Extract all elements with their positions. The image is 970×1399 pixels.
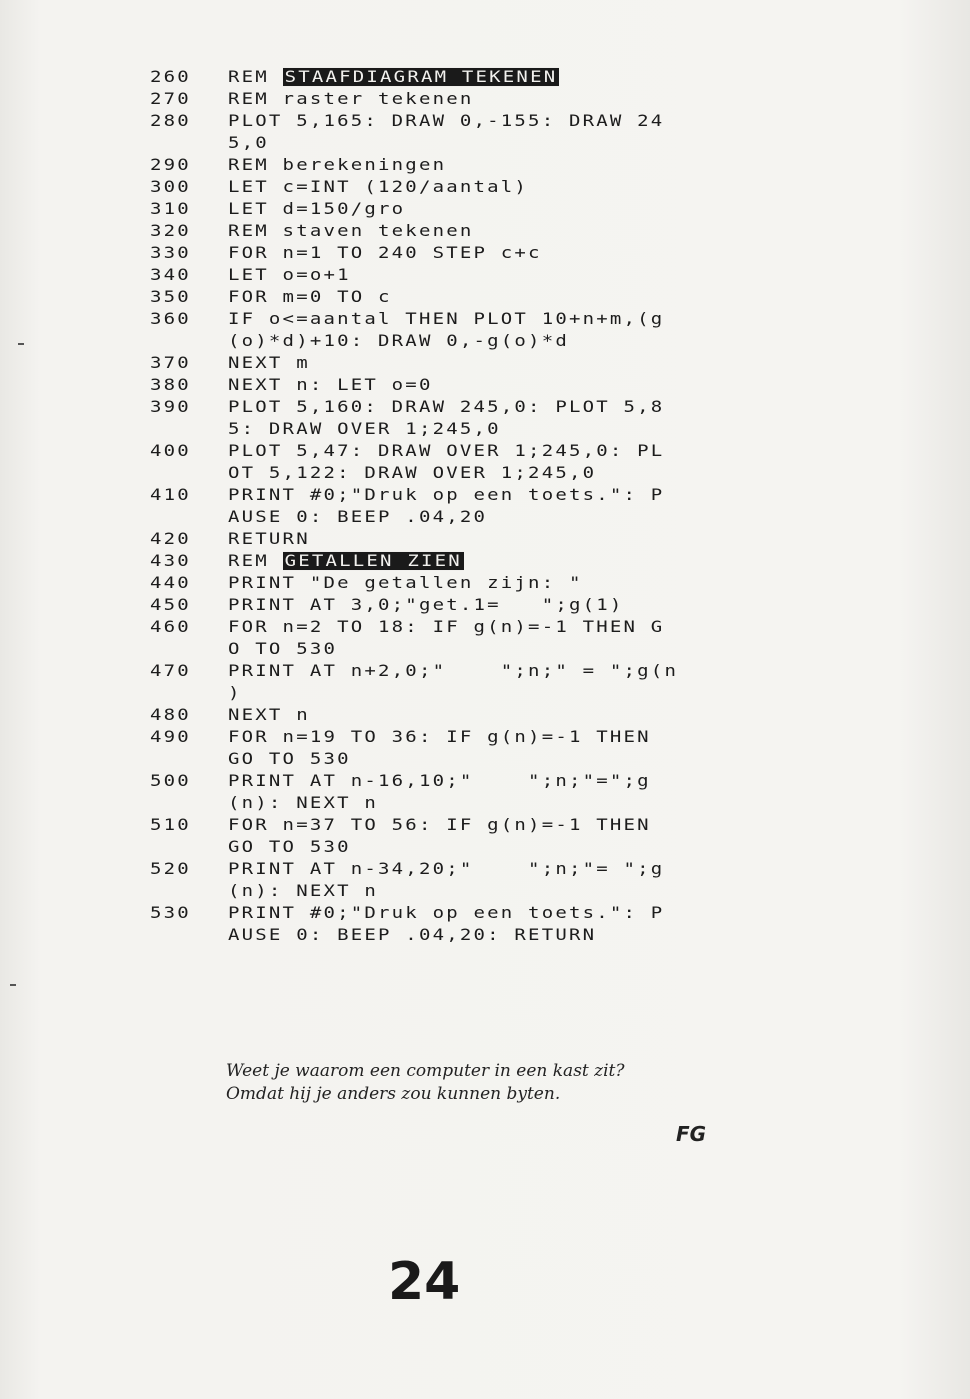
code-text: REM	[228, 551, 283, 571]
code-line	[150, 222, 880, 240]
code-text: PRINT AT n-16,10;" ";n;"=";g	[228, 771, 651, 791]
joke-line-2: Omdat hij je anders zou kunnen byten.	[226, 1084, 561, 1104]
code-text: GO TO 530	[228, 837, 351, 857]
line-number: 490	[150, 727, 191, 747]
line-number: 500	[150, 771, 191, 791]
code-text: PRINT #0;"Druk op een toets.": P	[228, 903, 665, 923]
code-text: (o)*d)+10: DRAW 0,-g(o)*d	[228, 331, 569, 351]
code-line	[150, 244, 880, 262]
line-number: 360	[150, 309, 191, 329]
code-line	[150, 574, 880, 592]
code-text: FOR n=2 TO 18: IF g(n)=-1 THEN G	[228, 617, 665, 637]
code-text: PLOT 5,165: DRAW 0,-155: DRAW 24	[228, 111, 665, 131]
page-number: 24	[388, 1252, 461, 1312]
code-line	[150, 926, 880, 944]
code-line	[150, 882, 880, 900]
line-number: 440	[150, 573, 191, 593]
code-line	[150, 728, 880, 746]
code-line	[150, 90, 880, 108]
code-line	[150, 310, 880, 328]
line-number: 290	[150, 155, 191, 175]
code-text: NEXT n: LET o=0	[228, 375, 433, 395]
line-number: 450	[150, 595, 191, 615]
code-line	[150, 750, 880, 768]
code-text: PLOT 5,47: DRAW OVER 1;245,0: PL	[228, 441, 665, 461]
code-text: (n): NEXT n	[228, 793, 379, 813]
line-number: 310	[150, 199, 191, 219]
code-text: 5,0	[228, 133, 269, 153]
code-text: FOR n=19 TO 36: IF g(n)=-1 THEN	[228, 727, 651, 747]
code-text: GO TO 530	[228, 749, 351, 769]
line-number: 260	[150, 67, 191, 87]
code-text: LET o=o+1	[228, 265, 351, 285]
code-line	[150, 860, 880, 878]
code-line	[150, 552, 880, 570]
code-line	[150, 354, 880, 372]
code-text: AUSE 0: BEEP .04,20	[228, 507, 488, 527]
code-text: REM staven tekenen	[228, 221, 474, 241]
code-line	[150, 838, 880, 856]
joke-text	[226, 1060, 625, 1106]
code-text: LET d=150/gro	[228, 199, 406, 219]
code-text: OT 5,122: DRAW OVER 1;245,0	[228, 463, 597, 483]
code-line	[150, 266, 880, 284]
code-line	[150, 288, 880, 306]
code-text: IF o<=aantal THEN PLOT 10+n+m,(g	[228, 309, 665, 329]
code-text: LET c=INT (120/aantal)	[228, 177, 529, 197]
code-line	[150, 508, 880, 526]
code-line	[150, 398, 880, 416]
inverse-heading: STAAFDIAGRAM TEKENEN	[284, 67, 558, 87]
line-number: 460	[150, 617, 191, 637]
line-number: 530	[150, 903, 191, 923]
code-line	[150, 112, 880, 130]
line-number: 400	[150, 441, 191, 461]
code-line	[150, 420, 880, 438]
line-number: 350	[150, 287, 191, 307]
code-line	[150, 376, 880, 394]
line-number: 410	[150, 485, 191, 505]
line-number: 280	[150, 111, 191, 131]
code-line	[150, 134, 880, 152]
code-line	[150, 156, 880, 174]
code-text: AUSE 0: BEEP .04,20: RETURN	[228, 925, 597, 945]
code-text: REM berekeningen	[228, 155, 447, 175]
code-text: PLOT 5,160: DRAW 245,0: PLOT 5,8	[228, 397, 665, 417]
code-line	[150, 530, 880, 548]
line-number: 340	[150, 265, 191, 285]
code-line	[150, 662, 880, 680]
code-line	[150, 200, 880, 218]
line-number: 480	[150, 705, 191, 725]
code-text: RETURN	[228, 529, 310, 549]
code-text: PRINT AT n-34,20;" ";n;"= ";g	[228, 859, 665, 879]
code-text: PRINT AT n+2,0;" ";n;" = ";g(n	[228, 661, 679, 681]
joke-line-1: Weet je waarom een computer in een kast zit?	[226, 1061, 625, 1081]
code-line	[150, 794, 880, 812]
line-number: 520	[150, 859, 191, 879]
code-text: FOR n=37 TO 56: IF g(n)=-1 THEN	[228, 815, 651, 835]
code-line	[150, 706, 880, 724]
code-text: FOR m=0 TO c	[228, 287, 392, 307]
line-number: 300	[150, 177, 191, 197]
code-line	[150, 772, 880, 790]
line-number: 370	[150, 353, 191, 373]
code-text: NEXT m	[228, 353, 310, 373]
line-number: 270	[150, 89, 191, 109]
code-text: REM	[228, 67, 283, 87]
code-text: O TO 530	[228, 639, 338, 659]
code-text: PRINT AT 3,0;"get.1= ";g(1)	[228, 595, 624, 615]
code-line	[150, 68, 880, 86]
code-line	[150, 178, 880, 196]
code-line	[150, 486, 880, 504]
code-line	[150, 464, 880, 482]
code-line	[150, 332, 880, 350]
line-number: 510	[150, 815, 191, 835]
line-number: 420	[150, 529, 191, 549]
punch-mark	[18, 343, 24, 345]
line-number: 330	[150, 243, 191, 263]
basic-program-listing	[150, 66, 880, 946]
code-text: REM raster tekenen	[228, 89, 474, 109]
line-number: 470	[150, 661, 191, 681]
code-line	[150, 904, 880, 922]
code-line	[150, 816, 880, 834]
code-text: PRINT #0;"Druk op een toets.": P	[228, 485, 665, 505]
line-number: 430	[150, 551, 191, 571]
code-text: PRINT "De getallen zijn: "	[228, 573, 583, 593]
code-line	[150, 640, 880, 658]
code-text: NEXT n	[228, 705, 310, 725]
code-text: )	[228, 683, 242, 703]
inverse-heading: GETALLEN ZIEN	[284, 551, 462, 571]
line-number: 380	[150, 375, 191, 395]
code-line	[150, 618, 880, 636]
signature-initials: FG	[676, 1122, 707, 1146]
punch-mark	[10, 984, 16, 986]
code-line	[150, 684, 880, 702]
code-text: FOR n=1 TO 240 STEP c+c	[228, 243, 542, 263]
code-line	[150, 596, 880, 614]
line-number: 320	[150, 221, 191, 241]
code-text: (n): NEXT n	[228, 881, 379, 901]
line-number: 390	[150, 397, 191, 417]
code-text: 5: DRAW OVER 1;245,0	[228, 419, 501, 439]
code-line	[150, 442, 880, 460]
